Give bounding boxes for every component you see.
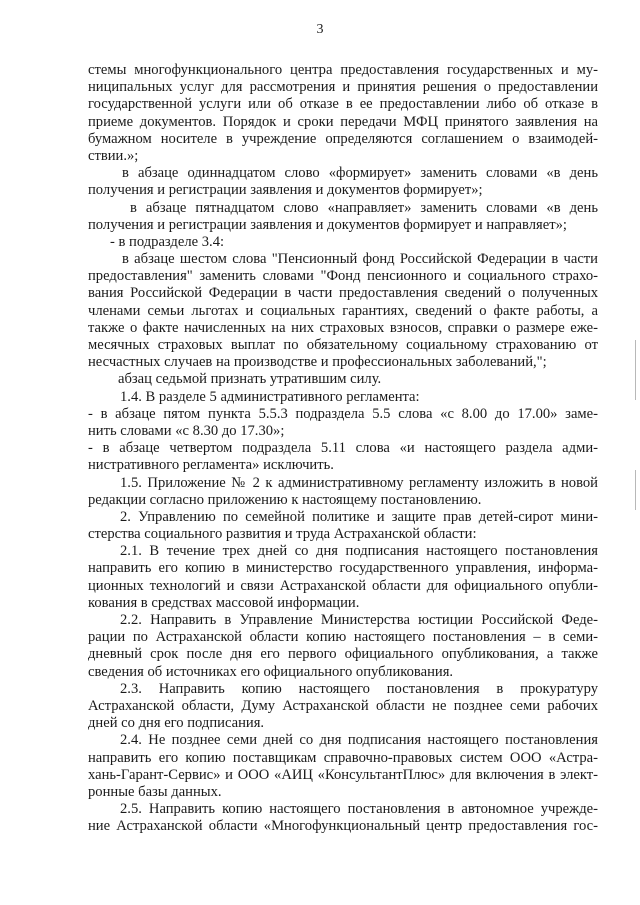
text-line: стерства социального развития и труда Астраханской области: xyxy=(88,526,477,543)
text-line: абзац седьмой признать утратившим силу. xyxy=(118,371,382,388)
text-line: стемы многофункционального центра предоставления государственных и му- xyxy=(88,62,598,78)
text-line: в абзаце шестом слова "Пенсионный фонд Российской Федерации в части xyxy=(122,251,598,268)
text-line: бумажном носителе в учреждение определяются соглашением о взаимодей- xyxy=(88,130,598,147)
text-line: Астраханской области, Думу Астраханской области не позднее семи рабочих xyxy=(88,697,598,714)
text-line: ние Астраханской области «Многофункциональный центр предоставления гос- xyxy=(88,818,598,835)
text-line: 2.3. Направить копию настоящего постановления в прокуратуру xyxy=(120,680,598,697)
text-line: - в абзаце пятом пункта 5.5.3 подраздела 5.5 слова «с 8.00 до 17.00» заме- xyxy=(88,405,598,422)
text-line: хань-Гарант-Сервис» и ООО «АИЦ «КонсультантПлюс» для включения в элект- xyxy=(88,766,598,783)
text-line: рации по Астраханской области копию настоящего постановления – в семи- xyxy=(88,629,598,646)
text-line: получения и регистрации заявления и документов формирует»; xyxy=(88,182,483,199)
text-line: ниципальных услуг для рассмотрения и принятия решения о предоставлении xyxy=(88,79,598,96)
document-body xyxy=(88,62,598,835)
text-line: вания Российской Федерации в части предоставления сведений о полученных xyxy=(88,285,598,302)
text-line: 2. Управлению по семейной политике и защите прав детей-сирот мини- xyxy=(120,508,598,525)
text-line: нить словами «с 8.30 до 17.30»; xyxy=(88,422,285,439)
text-line: редакции согласно приложению к настоящему постановлению. xyxy=(88,491,482,508)
text-line: ствии.»; xyxy=(88,147,139,164)
text-line: 1.4. В разделе 5 административного регламента: xyxy=(120,388,420,405)
text-line: предоставления" заменить словами "Фонд пенсионного и социального страхо- xyxy=(88,268,598,285)
text-line: сведения об источниках его официального опубликования. xyxy=(88,663,454,680)
text-line: 2.4. Не позднее семи дней со дня подписания настоящего постановления xyxy=(120,732,598,749)
text-line: нистративного регламента» исключить. xyxy=(88,457,334,474)
text-line: кования в средствах массовой информации. xyxy=(88,594,360,611)
text-line: - в абзаце четвертом подраздела 5.11 слова «и настоящего раздела адми- xyxy=(88,440,598,457)
scan-edge-mark xyxy=(635,470,636,510)
text-line: - в подразделе 3.4: xyxy=(110,233,225,250)
text-line: также о факте начисленных на них страховых взносов, справки о размере еже- xyxy=(88,319,598,336)
text-line: дневный срок после дня его первого официального опубликования, а также xyxy=(88,646,598,663)
page-number: 3 xyxy=(316,22,324,37)
text-line: государственной услуги или об отказе в ее предоставлении либо об отказе в xyxy=(88,96,598,113)
text-line: направить его копию поставщикам справочно-правовых систем ООО «Астра- xyxy=(88,749,598,766)
text-line: несчастных случаев на производстве и профессиональных заболеваний,"; xyxy=(88,354,547,371)
text-line: 2.1. В течение трех дней со дня подписания настоящего постановления xyxy=(120,543,598,560)
text-line: 2.2. Направить в Управление Министерства юстиции Российской Феде- xyxy=(120,612,598,628)
text-line: членами семьи льготах и социальных гарантиях, сведений о факте работы, а xyxy=(88,302,598,319)
text-line: направить его копию в министерство государственного управления, информа- xyxy=(88,560,598,577)
text-line: дней со дня его подписания. xyxy=(88,715,265,732)
text-line: ронные базы данных. xyxy=(88,783,222,800)
text-line: в абзаце пятнадцатом слово «направляет» заменить словами «в день xyxy=(130,199,598,216)
text-line: 1.5. Приложение № 2 к административному регламенту изложить в новой xyxy=(120,474,598,491)
text-line: ционных технологий и связи Астраханской области для официального опубли- xyxy=(88,577,598,594)
text-line: в абзаце одиннадцатом слово «формирует» заменить словами «в день xyxy=(122,165,598,182)
text-line: получения и регистрации заявления и документов формирует и направляет»; xyxy=(88,216,567,233)
scan-edge-mark xyxy=(635,340,636,400)
text-line: месячных страховых выплат по обязательному социальному страхованию от xyxy=(88,337,598,353)
text-line: приеме документов. Порядок и сроки передачи МФЦ принятого заявления на xyxy=(88,113,598,130)
text-line: 2.5. Направить копию настоящего постановления в автономное учрежде- xyxy=(120,801,598,818)
